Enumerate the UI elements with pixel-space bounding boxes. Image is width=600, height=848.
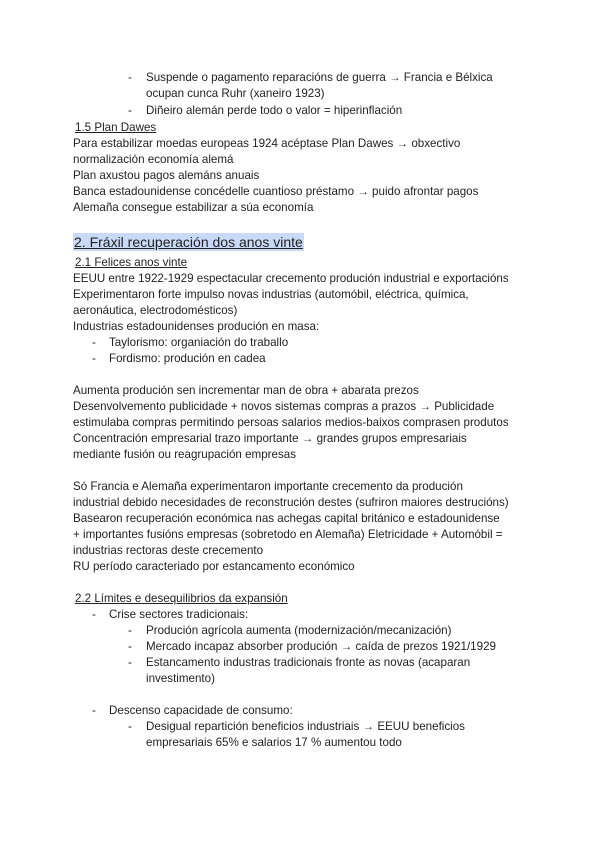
list-item-text: Desigual repartición beneficios industriais → EEUU beneficios empresariais 65% e salarios 17 % aumentou todo <box>146 720 465 749</box>
list-item-text: Taylorismo: organiación do traballo <box>109 336 289 349</box>
list-item-text: Produción agrícola aumenta (modernización/mecanización) <box>146 624 452 637</box>
text-line: industrias rectoras deste crecemento <box>73 544 264 557</box>
text-line: Experimentaron forte impulso novas industrias (automóbil, eléctrica, química, <box>73 288 469 301</box>
bullet-dash: - <box>128 71 132 84</box>
bullet-dash: - <box>92 704 96 717</box>
bullet-dash: - <box>128 104 132 117</box>
text-line: RU período caracteriado por estancamento económico <box>73 560 355 573</box>
text-line: Plan axustou pagos alemáns anuais <box>73 169 260 182</box>
list-item-text: Crise sectores tradicionais: <box>109 608 249 621</box>
list-item-text: Mercado incapaz absorber produción → caída de prezos 1921/1929 <box>146 640 496 653</box>
bullet-dash: - <box>128 624 132 637</box>
text-line: normalización economía alemá <box>73 153 234 166</box>
bullet-dash: - <box>128 720 132 733</box>
text-line: Para estabilizar moedas europeas 1924 acéptase Plan Dawes → obxectivo <box>73 137 461 150</box>
bullet-dash: - <box>128 656 132 669</box>
text-line: Desenvolvemento publicidade + novos sistemas compras a prazos → Publicidade <box>73 400 495 413</box>
text-line: aeronáutica, electrodomésticos) <box>73 304 238 317</box>
bullet-dash: - <box>92 352 96 365</box>
bullet-dash: - <box>128 640 132 653</box>
list-item-text: Estancamento industras tradicionais fronte as novas (acaparan investimento) <box>146 656 471 685</box>
text-line: Industrias estadounidenses produción en masa: <box>73 320 320 333</box>
text-line: Alemaña consegue estabilizar a súa economía <box>73 201 314 214</box>
section-heading-2-1: 2.1 Felices anos vinte <box>75 256 188 269</box>
text-line: estimulaba compras permitindo persoas salarios medios-baixos comprasen produtos <box>73 416 509 429</box>
text-line: EEUU entre 1922-1929 espectacular crecemento produción industrial e exportacións <box>73 272 509 285</box>
chapter-heading-2: 2. Fráxil recuperación dos anos vinte <box>74 234 303 250</box>
text-line: mediante fusión ou reagrupación empresas <box>73 448 296 461</box>
section-heading-1-5: 1.5 Plan Dawes <box>75 121 157 134</box>
text-line: industrial debido necesidades de reconstrución destes (sufriron maiores destrucións) <box>73 496 509 509</box>
bullet-dash: - <box>92 608 96 621</box>
text-line: Basearon recuperación económica nas achegas capital británico e estadounidense <box>73 512 500 525</box>
list-item-text: Descenso capacidade de consumo: <box>109 704 293 717</box>
section-heading-2-2: 2.2 Límites e desequilibrios da expansión <box>75 592 288 605</box>
list-item-text: Diñeiro alemán perde todo o valor = hiperinflación <box>146 104 403 117</box>
text-line: Só Francia e Alemaña experimentaron importante crecemento da produción <box>73 480 463 493</box>
list-item-text: Fordismo: produción en cadea <box>109 352 266 365</box>
text-line: + importantes fusións empresas (sobretodo en Alemaña) Eletricidade + Automóbil = <box>73 528 503 541</box>
text-line: Aumenta produción sen incrementar man de obra + abarata prezos <box>73 384 419 397</box>
text-line: Concentración empresarial trazo importante → grandes grupos empresariais <box>73 432 467 445</box>
list-item-text: Suspende o pagamento reparacións de guerra → Francia e Bélxica ocupan cunca Ruhr (xaneiro 1923) <box>146 71 493 100</box>
text-line: Banca estadounidense concédelle cuantioso préstamo → puido afrontar pagos <box>73 185 479 198</box>
bullet-dash: - <box>92 336 96 349</box>
